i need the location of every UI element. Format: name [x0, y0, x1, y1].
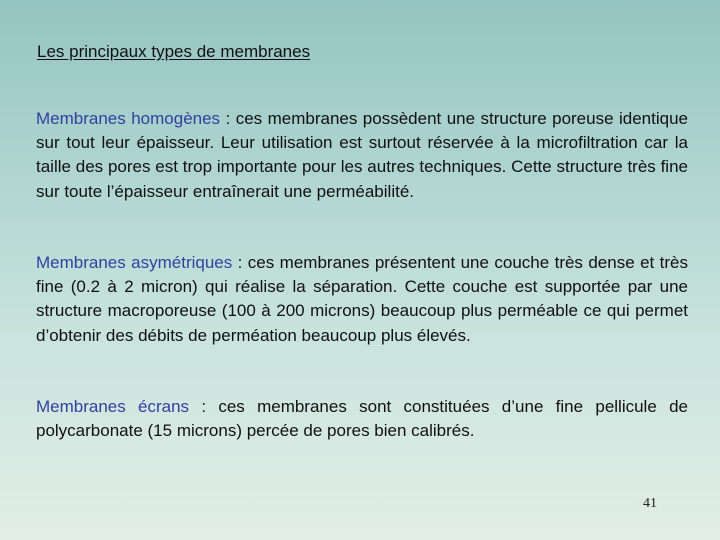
page-number: 41: [643, 496, 657, 511]
term-screen-membranes: Membranes écrans: [36, 397, 190, 416]
description-asymmetric-membranes: : ces membranes présentent une couche très dense et très fine (0.2 à 2 micron) qui réalise la séparation. Cette couche est supportée par une structure macroporeuse (100 à 200 microns) beaucoup plus perméable ce qui permet d’obtenir des débits de perméation beaucoup plus élevés.: [36, 253, 688, 345]
slide-title: Les principaux types de membranes: [37, 42, 311, 61]
description-screen-membranes: : ces membranes sont constituées d’une fine pellicule de polycarbonate (15 microns) percée de pores bien calibrés.: [36, 397, 688, 441]
paragraph-homogeneous-membranes: [36, 107, 688, 204]
paragraph-screen-membranes: [36, 395, 688, 443]
description-homogeneous-membranes: : ces membranes possèdent une structure poreuse identique sur tout leur épaisseur. Leur utilisation est surtout réservée à la microfiltration car la taille des pores est trop importante pour les autres techniques. Cette structure très fine sur toute l’épaisseur entraînerait une perméabilité.: [36, 109, 689, 201]
term-homogeneous-membranes: Membranes homogènes: [36, 109, 221, 128]
term-asymmetric-membranes: Membranes asymétriques: [36, 253, 233, 272]
paragraph-asymmetric-membranes: [36, 251, 688, 348]
